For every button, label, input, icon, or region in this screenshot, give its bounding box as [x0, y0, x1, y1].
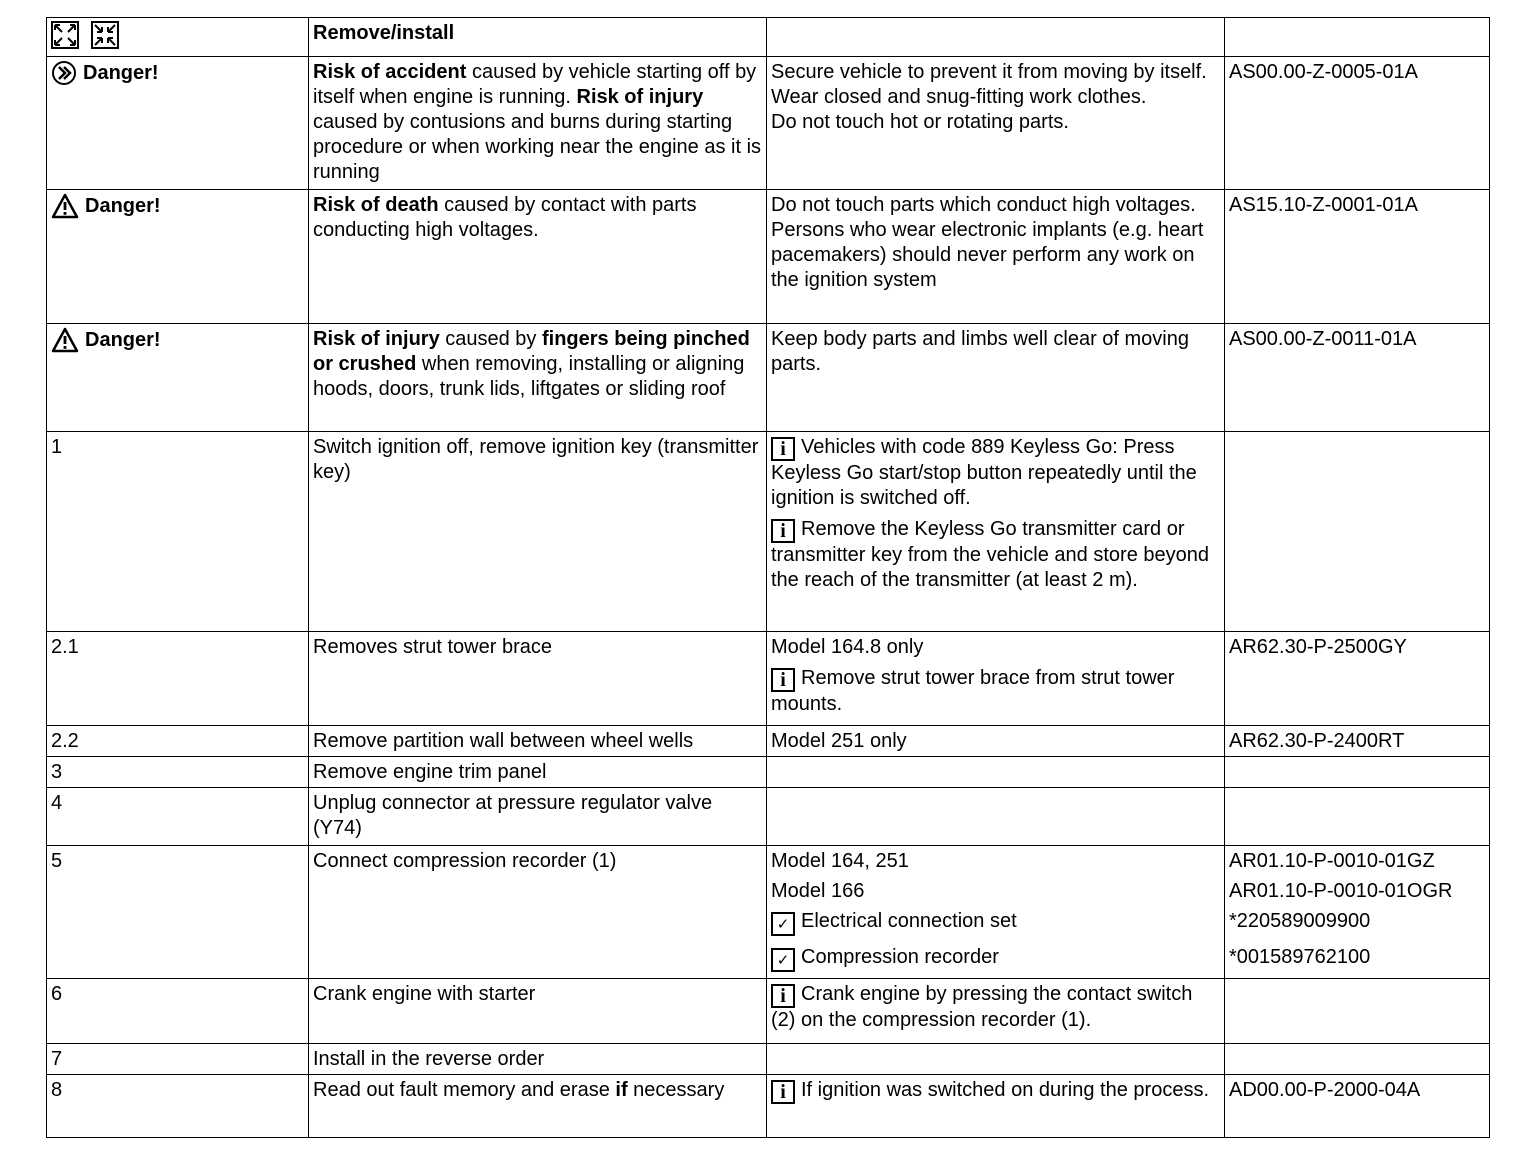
info-icon: i [771, 668, 795, 692]
step-row [47, 726, 1490, 757]
note-text: Electrical connection set [801, 910, 1017, 932]
step-row [47, 632, 1490, 726]
measure-line: Wear closed and snug-fitting work clothes. [771, 86, 1147, 108]
step-refs [1225, 1075, 1490, 1138]
model-note: Model 164.8 only [771, 636, 924, 658]
step-refs [1225, 846, 1490, 979]
risk-bold: Risk of injury [576, 86, 704, 108]
reference-code: AR01.10-P-0010-01OGR [1229, 880, 1453, 902]
safety-measures [767, 324, 1225, 432]
action-bold: if [615, 1079, 628, 1101]
step-refs [1225, 788, 1490, 846]
info-note [771, 666, 1220, 717]
step-notes [767, 1075, 1225, 1138]
info-icon: i [771, 1080, 795, 1104]
model-note: Model 251 only [771, 730, 907, 752]
reference-code: AS00.00-Z-0011-01A [1225, 324, 1490, 432]
step-number: 8 [47, 1075, 309, 1138]
danger-label-cell [47, 190, 309, 324]
step-number: 2.2 [47, 726, 309, 757]
warning-triangle-icon [51, 327, 79, 353]
tool-note [771, 945, 1220, 972]
special-tool-icon: ✓ [771, 912, 795, 936]
step-refs [1225, 726, 1490, 757]
reference-code: AR62.30-P-2400RT [1229, 730, 1405, 752]
note-text: If ignition was switched on during the process. [801, 1079, 1209, 1101]
danger-row [47, 57, 1490, 190]
step-number: 5 [47, 846, 309, 979]
expand-arrows-icon [51, 21, 79, 49]
measure-line: Do not touch hot or rotating parts. [771, 111, 1069, 133]
danger-label-text: Danger! [83, 61, 159, 84]
part-number: *220589009900 [1229, 910, 1371, 932]
step-action: Crank engine with starter [309, 979, 767, 1044]
reference-code: AS00.00-Z-0005-01A [1225, 57, 1490, 190]
step-row [47, 979, 1490, 1044]
step-action: Install in the reverse order [309, 1044, 767, 1075]
warning-triangle-icon [51, 193, 79, 219]
risk-text: caused by contact with parts conducting high voltages. [313, 194, 697, 241]
step-action: Connect compression recorder (1) [309, 846, 767, 979]
step-row [47, 788, 1490, 846]
step-refs [1225, 757, 1490, 788]
model-note: Model 164, 251 [771, 850, 909, 872]
risk-bold: Risk of death [313, 194, 439, 216]
step-refs [1225, 979, 1490, 1044]
risk-bold: Risk of accident [313, 61, 467, 83]
info-note [771, 517, 1220, 593]
step-notes [767, 726, 1225, 757]
step-notes [767, 632, 1225, 726]
risk-bold: Risk of injury [313, 328, 440, 350]
risk-description [309, 190, 767, 324]
danger-label [51, 327, 304, 353]
reference-code: AR01.10-P-0010-01GZ [1229, 850, 1435, 872]
step-number: 7 [47, 1044, 309, 1075]
measure-line: Keep body parts and limbs well clear of moving parts. [771, 328, 1189, 375]
step-row [47, 432, 1490, 632]
tool-note [771, 909, 1220, 945]
note-text: Crank engine by pressing the contact switch (2) on the compression recorder (1). [771, 983, 1193, 1031]
header-empty-4 [1225, 18, 1490, 57]
step-notes [767, 432, 1225, 632]
risk-text: caused by contusions and burns during starting procedure or when working near the engine as it is running [313, 111, 762, 183]
info-icon: i [771, 984, 795, 1008]
header-row [47, 18, 1490, 57]
reference-code: AR62.30-P-2500GY [1229, 636, 1407, 658]
step-action: Remove engine trim panel [309, 757, 767, 788]
danger-label-text: Danger! [85, 194, 161, 217]
note-text: Remove strut tower brace from strut tower mounts. [771, 667, 1175, 715]
measure-line: Do not touch parts which conduct high voltages. Persons who wear electronic implants (e.g. heart pacemakers) should never perform any work on the ignition system [771, 194, 1204, 291]
step-number: 1 [47, 432, 309, 632]
action-text: Read out fault memory and erase [313, 1079, 616, 1101]
note-text: Remove the Keyless Go transmitter card or transmitter key from the vehicle and store beyond the reach of the transmitter (at least 2 m). [771, 518, 1209, 591]
danger-label-cell [47, 324, 309, 432]
procedure-table [46, 17, 1490, 1138]
special-tool-icon: ✓ [771, 948, 795, 972]
note-text: Vehicles with code 889 Keyless Go: Press Keyless Go start/stop button repeatedly until the ignition is switched off. [771, 436, 1197, 509]
header-icons-cell [47, 18, 309, 57]
danger-row [47, 190, 1490, 324]
risk-description [309, 57, 767, 190]
step-number: 3 [47, 757, 309, 788]
step-number: 2.1 [47, 632, 309, 726]
danger-label [51, 193, 304, 219]
part-number: *001589762100 [1229, 946, 1371, 968]
note-text: Compression recorder [801, 946, 999, 968]
step-notes [767, 1044, 1225, 1075]
step-notes [767, 757, 1225, 788]
step-refs [1225, 1044, 1490, 1075]
collapse-arrows-icon [91, 21, 119, 49]
step-number: 6 [47, 979, 309, 1044]
reference-code: AS15.10-Z-0001-01A [1225, 190, 1490, 324]
step-number: 4 [47, 788, 309, 846]
step-refs [1225, 632, 1490, 726]
risk-text: caused by [439, 328, 542, 350]
step-notes [767, 846, 1225, 979]
step-row [47, 757, 1490, 788]
step-refs [1225, 432, 1490, 632]
risk-description [309, 324, 767, 432]
info-note [771, 435, 1220, 511]
step-action: Remove partition wall between wheel wells [309, 726, 767, 757]
header-empty-3 [767, 18, 1225, 57]
danger-label [51, 60, 304, 86]
risk-text: caused by vehicle starting off by itself when engine is running. [313, 61, 757, 108]
step-notes [767, 979, 1225, 1044]
rotating-hazard-icon [51, 60, 77, 86]
info-icon: i [771, 519, 795, 543]
reference-code: AD00.00-P-2000-04A [1229, 1079, 1421, 1101]
model-note: Model 166 [771, 880, 865, 902]
step-action: Switch ignition off, remove ignition key (transmitter key) [309, 432, 767, 632]
step-action [309, 1075, 767, 1138]
header-title: Remove/install [309, 18, 767, 57]
info-note [771, 982, 1220, 1033]
step-row [47, 1044, 1490, 1075]
safety-measures [767, 57, 1225, 190]
step-row [47, 846, 1490, 979]
info-note [771, 1078, 1220, 1104]
measure-line: Secure vehicle to prevent it from moving by itself. [771, 61, 1207, 83]
step-action: Removes strut tower brace [309, 632, 767, 726]
info-icon: i [771, 437, 795, 461]
step-action: Unplug connector at pressure regulator valve (Y74) [309, 788, 767, 846]
risk-text: when removing, installing or aligning hoods, doors, trunk lids, liftgates or sliding roof [313, 353, 745, 400]
safety-measures [767, 190, 1225, 324]
danger-label-text: Danger! [85, 328, 161, 351]
step-notes [767, 788, 1225, 846]
risk-bold: fingers being pinched or crushed [313, 328, 750, 375]
step-row [47, 1075, 1490, 1138]
danger-row [47, 324, 1490, 432]
action-text: necessary [627, 1079, 725, 1101]
danger-label-cell [47, 57, 309, 190]
